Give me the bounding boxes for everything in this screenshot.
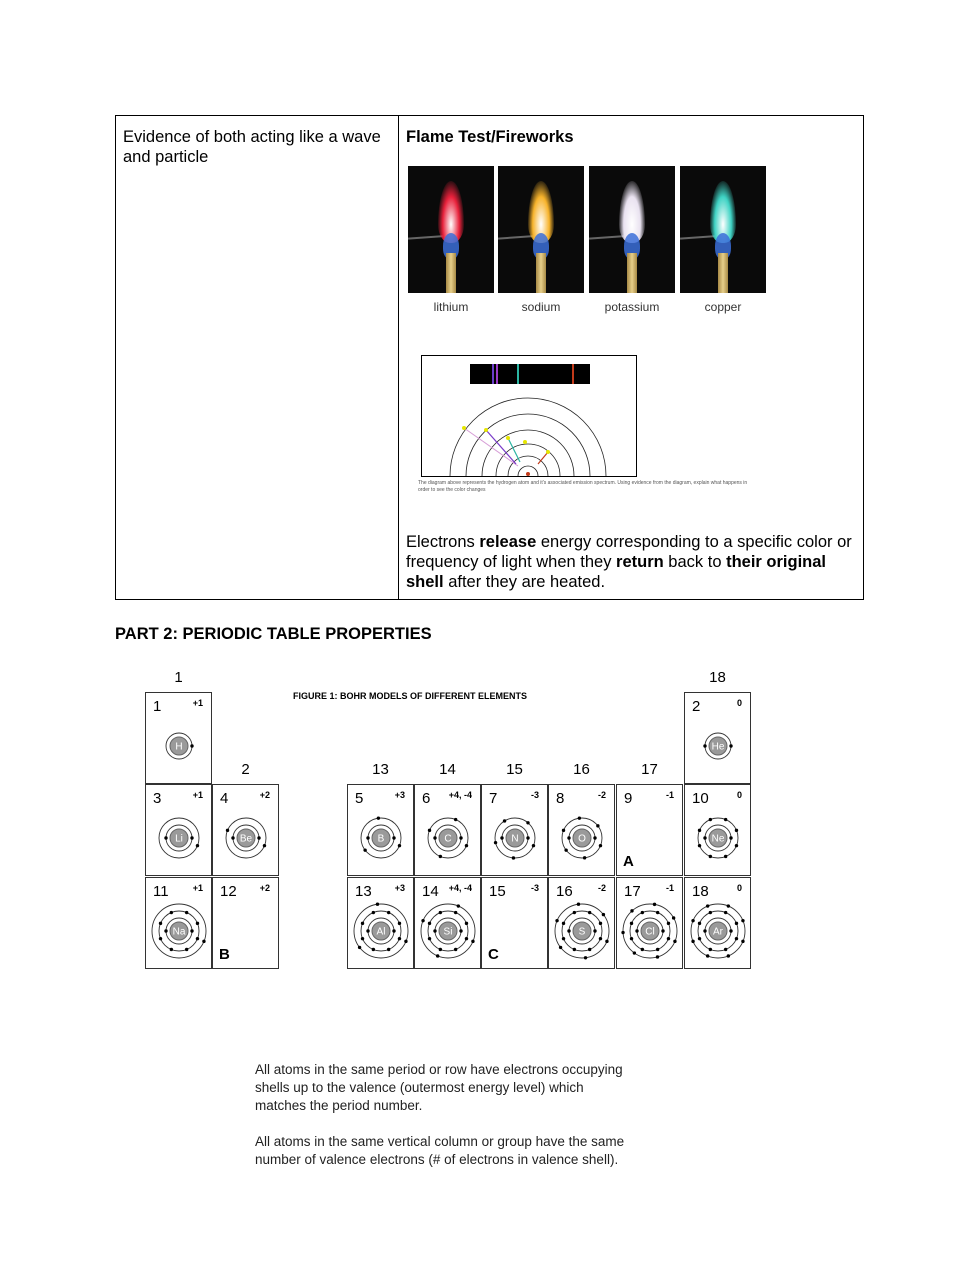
atomic-number: 11 bbox=[153, 883, 169, 900]
flame-photo-sodium bbox=[498, 166, 584, 293]
flame-photo-potassium bbox=[589, 166, 675, 293]
electron-dot bbox=[709, 818, 712, 821]
atomic-number: 14 bbox=[422, 883, 439, 900]
electron-dot bbox=[724, 948, 727, 951]
ion-charge: +1 bbox=[192, 698, 203, 708]
electron-dot bbox=[459, 836, 462, 839]
electron-dot bbox=[471, 940, 474, 943]
element-symbol: Na bbox=[172, 926, 186, 938]
electron-dot bbox=[691, 940, 694, 943]
electron-dot bbox=[503, 819, 506, 822]
electron-dot bbox=[398, 937, 401, 940]
atomic-number: 1 bbox=[153, 698, 162, 715]
electron-dot bbox=[226, 829, 229, 832]
ion-charge: +3 bbox=[394, 883, 405, 893]
bohr-model-icon bbox=[415, 878, 482, 970]
ion-charge: +3 bbox=[394, 790, 405, 800]
electron-dot bbox=[698, 937, 701, 940]
electron-dot bbox=[372, 911, 375, 914]
electron-dot bbox=[605, 940, 608, 943]
electron-dot bbox=[190, 744, 193, 747]
electron-dot bbox=[727, 904, 730, 907]
ion-charge: +4, -4 bbox=[448, 883, 472, 893]
ion-charge: +1 bbox=[192, 790, 203, 800]
electron-dot bbox=[729, 836, 732, 839]
bohr-model-icon bbox=[415, 785, 482, 877]
electron-dot bbox=[387, 948, 390, 951]
electron-dot bbox=[377, 816, 380, 819]
electron-dot bbox=[361, 937, 364, 940]
electron-dot bbox=[709, 855, 712, 858]
electron-dot bbox=[398, 922, 401, 925]
atomic-number: 18 bbox=[692, 883, 709, 900]
electron-dot bbox=[709, 911, 712, 914]
electron-dot bbox=[564, 848, 567, 851]
electron-dot bbox=[376, 903, 379, 906]
bohr-model-icon bbox=[348, 878, 415, 970]
electron-dot bbox=[454, 948, 457, 951]
electron-dot bbox=[436, 954, 439, 957]
atomic-number: 7 bbox=[489, 790, 498, 807]
electron-dot bbox=[500, 836, 503, 839]
electron-dot bbox=[439, 911, 442, 914]
electron-dot bbox=[578, 816, 581, 819]
element-cell bbox=[347, 877, 414, 969]
electron-dot bbox=[231, 836, 234, 839]
bohr-model-icon bbox=[549, 878, 616, 970]
element-symbol: N bbox=[511, 833, 519, 845]
hydrogen-atom-diagram bbox=[422, 356, 636, 476]
electron-dot bbox=[656, 911, 659, 914]
element-symbol: B bbox=[377, 833, 385, 845]
atomic-number: 8 bbox=[556, 790, 565, 807]
electron-dot bbox=[599, 937, 602, 940]
electron-dot bbox=[641, 948, 644, 951]
flame-label: potassium bbox=[604, 300, 660, 314]
bohr-model-icon bbox=[348, 785, 415, 877]
group-label: 16 bbox=[573, 761, 590, 778]
electron-dot bbox=[366, 836, 369, 839]
ion-charge: 0 bbox=[736, 698, 742, 708]
electron-dot bbox=[433, 929, 436, 932]
flame-label: copper bbox=[704, 300, 742, 314]
atomic-number: 5 bbox=[355, 790, 364, 807]
evidence-left-cell: Evidence of both acting like a wave and particle bbox=[123, 128, 381, 166]
electron-dot bbox=[741, 940, 744, 943]
electron-dot bbox=[567, 836, 570, 839]
ion-charge: -2 bbox=[597, 790, 606, 800]
ion-charge: +2 bbox=[259, 790, 270, 800]
electron-dot bbox=[454, 911, 457, 914]
electron-dot bbox=[633, 951, 636, 954]
electron-dot bbox=[724, 911, 727, 914]
electron-dot bbox=[599, 844, 602, 847]
flame-photo-lithium bbox=[408, 166, 494, 293]
electron-dot bbox=[185, 911, 188, 914]
electron-dot bbox=[439, 948, 442, 951]
electron-dot bbox=[454, 818, 457, 821]
bohr-model-icon bbox=[482, 785, 549, 877]
ion-charge: -3 bbox=[530, 790, 539, 800]
electron-dot bbox=[584, 956, 587, 959]
electron-dot bbox=[673, 940, 676, 943]
electron-dot bbox=[159, 922, 162, 925]
element-symbol: Ar bbox=[713, 926, 723, 938]
electron-dot bbox=[159, 937, 162, 940]
electron-dot bbox=[641, 911, 644, 914]
electron-dot bbox=[621, 931, 624, 934]
electron-dot bbox=[170, 911, 173, 914]
electron-dot bbox=[428, 829, 431, 832]
electron-dot bbox=[691, 919, 694, 922]
ion-charge: +1 bbox=[192, 883, 203, 893]
element-cell bbox=[684, 877, 751, 969]
electron-dot bbox=[635, 929, 638, 932]
electron-dot bbox=[404, 940, 407, 943]
flame-explanation: Electrons release energy corresponding to a specific color or frequency of light when they return back to their original shell after they are heated. bbox=[406, 533, 852, 591]
group-label: 1 bbox=[174, 669, 183, 686]
electron-dot bbox=[698, 829, 701, 832]
electron-dot bbox=[630, 922, 633, 925]
atomic-number: 3 bbox=[153, 790, 162, 807]
bohr-model-icon bbox=[549, 785, 616, 877]
group-label: 15 bbox=[506, 761, 523, 778]
flame-label: lithium bbox=[433, 300, 469, 314]
group-label: 2 bbox=[241, 761, 250, 778]
electron-dot bbox=[656, 948, 659, 951]
ion-charge: +4, -4 bbox=[448, 790, 472, 800]
electron-dot bbox=[735, 829, 738, 832]
element-cell bbox=[145, 692, 212, 784]
electron-dot bbox=[562, 829, 565, 832]
electron-dot bbox=[593, 836, 596, 839]
electron-dot bbox=[724, 818, 727, 821]
electron-dot bbox=[465, 937, 468, 940]
electron-dot bbox=[567, 929, 570, 932]
element-symbol: He bbox=[711, 741, 725, 753]
electron-dot bbox=[512, 856, 515, 859]
electron-dot bbox=[729, 929, 732, 932]
spectrum-caption: The diagram above represents the hydrogen atom and it's associated emission spectrum. Using evidence from the diagram, explain what happens in order to see the color changes bbox=[418, 480, 748, 493]
ion-charge: 0 bbox=[736, 790, 742, 800]
electron-dot bbox=[735, 844, 738, 847]
electron-dot bbox=[709, 948, 712, 951]
electron-dot bbox=[672, 916, 675, 919]
electron-dot bbox=[263, 844, 266, 847]
electron-dot bbox=[196, 937, 199, 940]
electron-dot bbox=[577, 903, 580, 906]
electron-dot bbox=[387, 911, 390, 914]
electron-dot bbox=[439, 855, 442, 858]
bohr-model-icon bbox=[146, 878, 213, 970]
electron-dot bbox=[465, 844, 468, 847]
electron-dot bbox=[190, 836, 193, 839]
electron-dot bbox=[667, 922, 670, 925]
electron-dot bbox=[164, 836, 167, 839]
electron-dot bbox=[706, 904, 709, 907]
electron-dot bbox=[729, 744, 732, 747]
hydrogen-spectrum-diagram bbox=[421, 355, 637, 477]
element-symbol: Al bbox=[376, 926, 386, 938]
electron-dot bbox=[583, 856, 586, 859]
electron-dot bbox=[457, 904, 460, 907]
element-cell bbox=[212, 877, 279, 969]
bohr-model-icon bbox=[685, 693, 752, 785]
element-symbol: O bbox=[578, 833, 586, 845]
atomic-number: 4 bbox=[220, 790, 229, 807]
figure-title: FIGURE 1: BOHR MODELS OF DIFFERENT ELEMENTS bbox=[293, 691, 528, 701]
electron-dot bbox=[588, 911, 591, 914]
electron-dot bbox=[202, 940, 205, 943]
electron-dot bbox=[703, 836, 706, 839]
electron-dot bbox=[703, 744, 706, 747]
electron-dot bbox=[596, 824, 599, 827]
ion-charge: -2 bbox=[597, 883, 606, 893]
electron-dot bbox=[602, 913, 605, 916]
electron-dot bbox=[630, 937, 633, 940]
element-cell bbox=[616, 784, 683, 876]
flame-test-heading: Flame Test/Fireworks bbox=[406, 128, 574, 146]
electron-dot bbox=[573, 948, 576, 951]
element-cell bbox=[212, 784, 279, 876]
electron-dot bbox=[190, 929, 193, 932]
electron-dot bbox=[170, 948, 173, 951]
electron-dot bbox=[727, 954, 730, 957]
electron-dot bbox=[573, 911, 576, 914]
electron-dot bbox=[358, 946, 361, 949]
ion-charge: -1 bbox=[665, 790, 674, 800]
electron-dot bbox=[559, 946, 562, 949]
bohr-model-icon bbox=[685, 785, 752, 877]
element-symbol: Ne bbox=[711, 833, 725, 845]
element-cell bbox=[481, 784, 548, 876]
group-note: All atoms in the same vertical column or group have the same number of valence electrons (# of electrons in valence shell). bbox=[255, 1134, 625, 1167]
electron-dot bbox=[656, 955, 659, 958]
atomic-number: 2 bbox=[692, 698, 701, 715]
electron-dot bbox=[428, 937, 431, 940]
element-symbol: Cl bbox=[645, 926, 655, 938]
electron-dot bbox=[562, 937, 565, 940]
electron-dot bbox=[494, 841, 497, 844]
unknown-element-letter: B bbox=[219, 946, 230, 963]
element-cell bbox=[684, 692, 751, 784]
ion-charge: -1 bbox=[665, 883, 674, 893]
bohr-model-icon bbox=[146, 693, 213, 785]
group-label: 18 bbox=[709, 669, 726, 686]
electron-dot bbox=[698, 844, 701, 847]
flame-photo-copper bbox=[680, 166, 766, 293]
electron-dot bbox=[735, 937, 738, 940]
electron-dot bbox=[372, 948, 375, 951]
atomic-number: 16 bbox=[556, 883, 573, 900]
electron-dot bbox=[361, 922, 364, 925]
flame-label: sodium bbox=[521, 300, 561, 314]
electron-dot bbox=[706, 954, 709, 957]
element-cell bbox=[548, 784, 615, 876]
electron-dot bbox=[257, 836, 260, 839]
bohr-model-icon bbox=[685, 878, 752, 970]
atomic-number: 9 bbox=[624, 790, 633, 807]
electron-dot bbox=[421, 919, 424, 922]
electron-dot bbox=[588, 948, 591, 951]
atomic-number: 17 bbox=[624, 883, 641, 900]
electron-dot bbox=[698, 922, 701, 925]
element-symbol: Li bbox=[175, 833, 183, 845]
atomic-number: 13 bbox=[355, 883, 372, 900]
atomic-number: 12 bbox=[220, 883, 237, 900]
element-cell bbox=[616, 877, 683, 969]
ion-charge: 0 bbox=[736, 883, 742, 893]
atomic-number: 10 bbox=[692, 790, 709, 807]
electron-dot bbox=[562, 922, 565, 925]
electron-dot bbox=[526, 821, 529, 824]
electron-dot bbox=[433, 836, 436, 839]
electron-dot bbox=[741, 919, 744, 922]
electron-dot bbox=[392, 836, 395, 839]
electron-dot bbox=[593, 929, 596, 932]
atomic-number: 6 bbox=[422, 790, 431, 807]
electron-dot bbox=[164, 929, 167, 932]
part2-heading: PART 2: PERIODIC TABLE PROPERTIES bbox=[115, 625, 432, 643]
element-cell bbox=[414, 877, 481, 969]
element-cell bbox=[414, 784, 481, 876]
electron-dot bbox=[724, 855, 727, 858]
electron-dot bbox=[363, 848, 366, 851]
bohr-model-icon bbox=[617, 878, 684, 970]
element-cell bbox=[347, 784, 414, 876]
electron-dot bbox=[392, 929, 395, 932]
electron-dot bbox=[196, 922, 199, 925]
unknown-element-letter: A bbox=[623, 853, 634, 870]
table-divider bbox=[398, 116, 399, 599]
element-cell bbox=[481, 877, 548, 969]
electron-dot bbox=[653, 903, 656, 906]
electron-dot bbox=[185, 948, 188, 951]
electron-dot bbox=[630, 909, 633, 912]
electron-dot bbox=[532, 844, 535, 847]
element-symbol: Si bbox=[443, 926, 453, 938]
electron-dot bbox=[661, 929, 664, 932]
electron-dot bbox=[398, 844, 401, 847]
element-symbol: Be bbox=[239, 833, 253, 845]
bohr-model-icon bbox=[213, 785, 280, 877]
electron-dot bbox=[599, 922, 602, 925]
element-symbol: S bbox=[578, 926, 586, 938]
electron-dot bbox=[735, 922, 738, 925]
period-note: All atoms in the same period or row have electrons occupying shells up to the valence (outermost energy level) which matches the period number. bbox=[255, 1062, 623, 1113]
ion-charge: +2 bbox=[259, 883, 270, 893]
group-label: 14 bbox=[439, 761, 456, 778]
group-label: 17 bbox=[641, 761, 658, 778]
electron-dot bbox=[526, 836, 529, 839]
element-cell bbox=[145, 877, 212, 969]
unknown-element-letter: C bbox=[488, 946, 499, 963]
element-cell bbox=[684, 784, 751, 876]
bohr-model-icon bbox=[146, 785, 213, 877]
electron-dot bbox=[667, 937, 670, 940]
element-cell bbox=[548, 877, 615, 969]
element-cell bbox=[145, 784, 212, 876]
electron-dot bbox=[465, 922, 468, 925]
ion-charge: -3 bbox=[530, 883, 539, 893]
atomic-number: 15 bbox=[489, 883, 506, 900]
element-symbol: C bbox=[444, 833, 452, 845]
element-symbol: H bbox=[175, 741, 183, 753]
group-label: 13 bbox=[372, 761, 389, 778]
electron-dot bbox=[428, 922, 431, 925]
electron-dot bbox=[555, 919, 558, 922]
electron-dot bbox=[459, 929, 462, 932]
electron-dot bbox=[703, 929, 706, 932]
electron-dot bbox=[196, 844, 199, 847]
electron-dot bbox=[366, 929, 369, 932]
